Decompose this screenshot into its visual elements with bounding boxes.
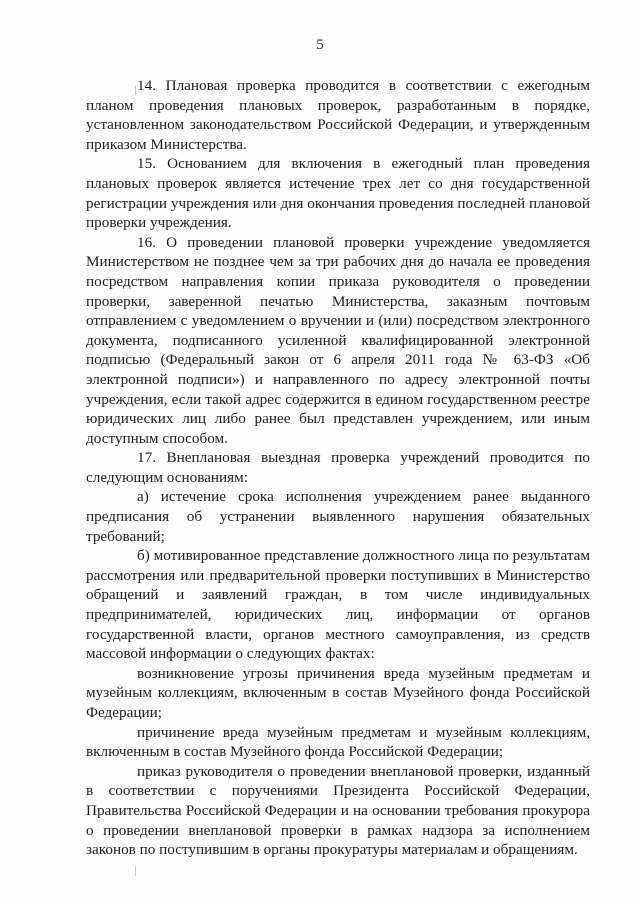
paragraph-order: приказ руководителя о проведении внеплановой проверки, изданный в соответствии с поручениями Президента Российской Федерации, Правительства Российской Федерации и на основании требования прокурора о проведении внеплановой проверки в рамках надзора за исполнением законов по поступившим в органы прокуратуры материалам и обращениям. [86,762,590,859]
paragraph-17: 17. Внеплановая выездная проверка учреждений проводится по следующим основаниям: [86,449,590,486]
page-number: 5 [316,37,324,53]
paragraph-fact-harm: причинение вреда музейным предметам и музейным коллекциям, включенным в состав Музейного фонда Российской Федерации; [86,723,590,761]
paragraph-16: 16. О проведении плановой проверки учреждение уведомляется Министерством не позднее чем за три рабочих дня до начала ее проведения посредством направления копии приказа руководителя о проведении проверки, заверенной печатью Министерства, заказным почтовым отправлением с уведомлением о вручении и (или) посредством электронного документа, подписанного усиленной квалифицированной электронной подписью (Федеральный закон от 6 апреля 2011 года № 63-ФЗ «Об электронной подписи») и направленного по адресу электронной почты учреждения, если такой адрес содержится в едином государственном реестре юридических лиц либо ранее был представлен учреждением, или иным доступным способом. [86,233,590,447]
paragraph-17-item-b: б) мотивированное представление должностного лица по результатам рассмотрения или предварительной проверки поступивших в Министерство обращений и заявлений граждан, в том числе индивидуальных предпринимателей, юридических лиц, информации от органов государственной власти, органов местного самоуправления, из средств массовой информации о следующих фактах: [86,547,590,663]
paragraph-14: 14. Плановая проверка проводится в соответствии с ежегодным планом проведения плановых проверок, разработанным в порядке, установленном законодательством Российской Федерации, и утвержденным приказом Министерства. [86,77,590,153]
paragraph-15: 15. Основанием для включения в ежегодный план проведения плановых проверок является истечение трех лет со дня государственной регистрации учреждения или дня окончания проведения последней плановой проверки учреждения. [86,155,590,232]
paragraph-fact-threat: возникновение угрозы причинения вреда музейным предметам и музейным коллекциям, включенным в состав Музейного фонда Российской Федерации; [86,664,590,721]
scan-edge-mark-bottom [135,866,136,876]
paragraph-17-item-a: а) истечение срока исполнения учреждением ранее выданного предписания об устранении выявленного нарушения обязательных требований; [86,488,590,545]
document-body [86,76,590,860]
